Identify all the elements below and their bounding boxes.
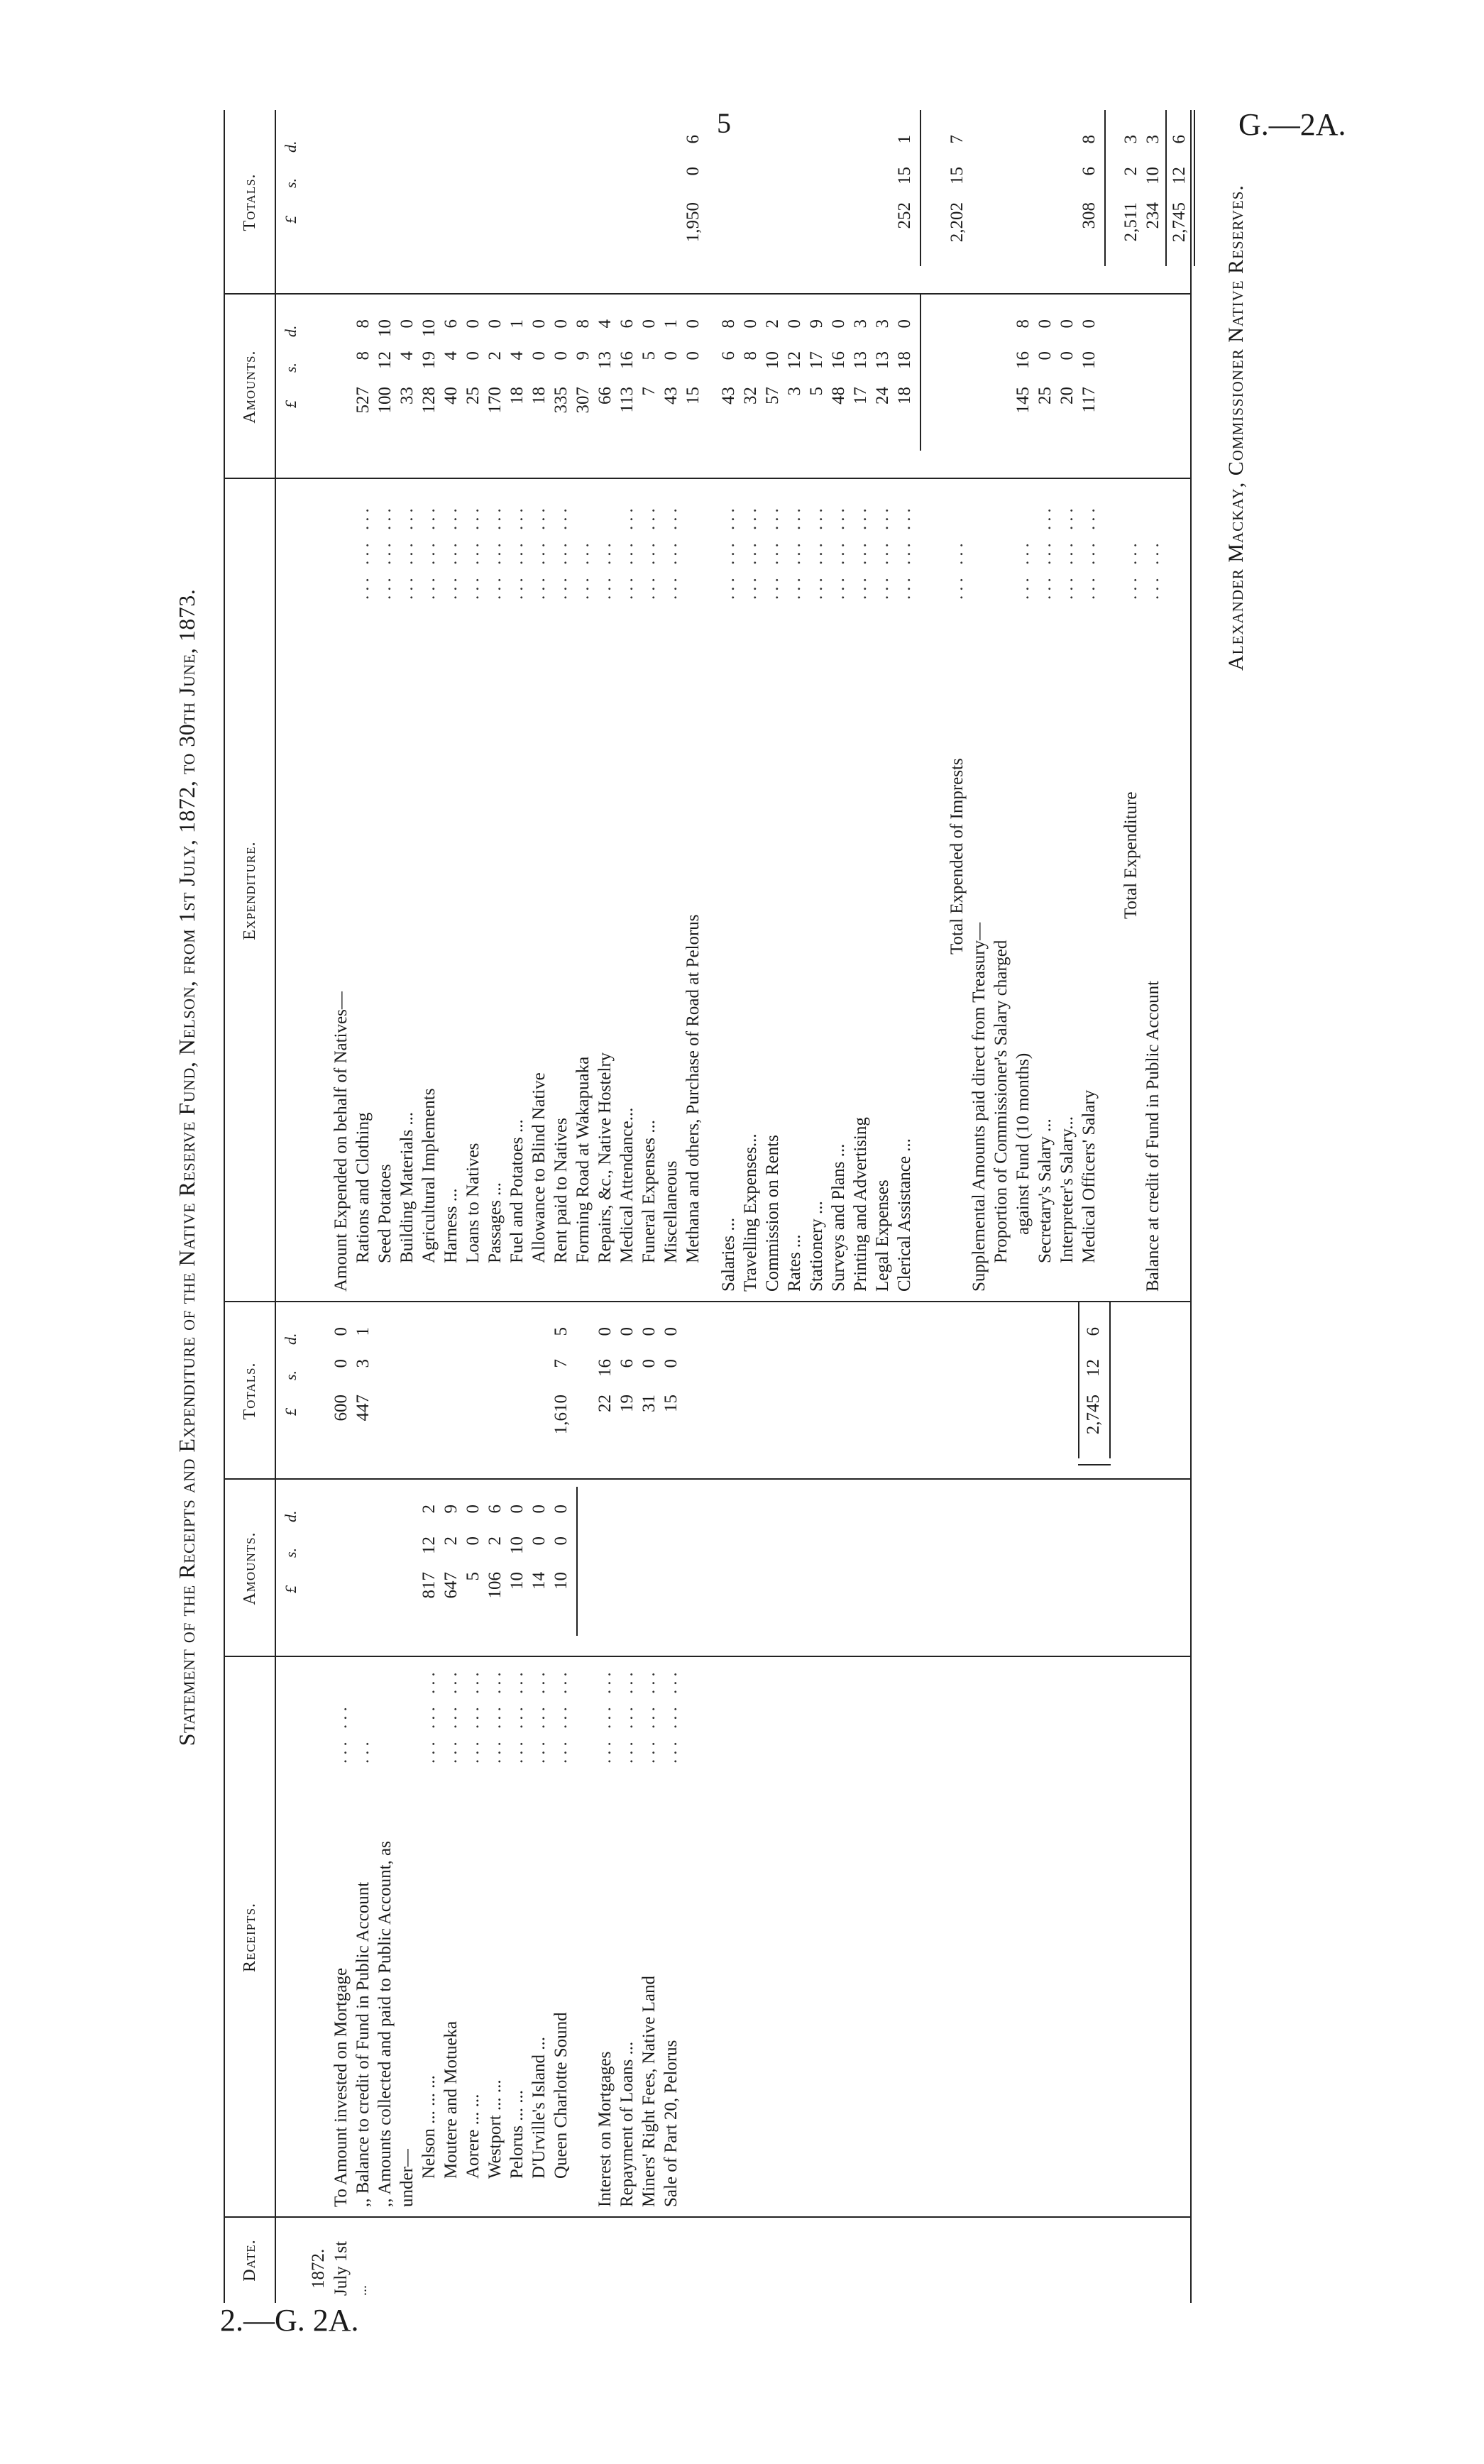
exp-item-dots: ... ... — [595, 539, 615, 600]
exp-item-dots: ... ... ... — [441, 504, 461, 600]
exp-item-amount-pounds: 15 — [683, 387, 703, 405]
receipt-item: Pelorus ... ... — [507, 2090, 527, 2179]
imprests-total-pence: 7 — [947, 135, 967, 144]
receipt-totals-header: Totals. — [225, 1302, 276, 1480]
exp-admin-amount-shillings: 8 — [740, 351, 760, 361]
exp-admin-amount-pounds: 18 — [894, 387, 914, 405]
receipt-subtotal-shillings: 7 — [551, 1359, 571, 1368]
exp-item: Loans to Natives — [463, 1143, 483, 1263]
supplemental-total-pence: 8 — [1079, 135, 1099, 144]
exp-admin: Printing and Advertising — [850, 1117, 870, 1292]
receipt-item-amount-shillings: 2 — [485, 1536, 505, 1546]
receipt-item-amount-pence: 2 — [419, 1505, 439, 1514]
exp-item-amount-pounds: 527 — [353, 387, 373, 414]
balance-pence: 3 — [1143, 135, 1163, 144]
total-exp-dots: ... ... — [1121, 539, 1141, 600]
page-number: 5 — [717, 107, 731, 139]
exp-admin-dots: ... ... ... — [784, 504, 804, 600]
exp-admin-dots: ... ... ... — [740, 504, 760, 600]
exp-amounts-unit-s: s. — [282, 362, 299, 373]
receipt-item: Nelson ... ... ... — [419, 2075, 439, 2179]
receipt-line-dots: ... — [353, 1737, 373, 1764]
supplemental-amount-shillings: 0 — [1035, 351, 1055, 361]
exp-item-amount-shillings: 19 — [419, 351, 439, 369]
imprests-dots: ... ... — [947, 539, 967, 600]
exp-grand-rule-bottom — [1194, 110, 1195, 266]
exp-item-dots: ... ... ... — [353, 504, 373, 600]
exp-item-amount-shillings: 4 — [507, 351, 527, 361]
exp-totals-unit-d: d. — [282, 141, 299, 153]
supplemental-amount-shillings: 10 — [1079, 351, 1099, 369]
exp-item: Fuel and Potatoes ... — [507, 1119, 527, 1263]
exp-admin-amount-shillings: 12 — [784, 351, 804, 369]
exp-admin: Stationery ... — [806, 1201, 826, 1292]
exp-item-dots: ... ... ... — [419, 504, 439, 600]
exp-item-amount-shillings: 9 — [573, 351, 593, 361]
exp-item-amount-pounds: 40 — [441, 387, 461, 405]
receipt-other-total-pence: 0 — [595, 1327, 615, 1336]
receipt-item: Queen Charlotte Sound — [551, 2012, 571, 2179]
receipt-other-total-pence: 0 — [617, 1327, 637, 1336]
receipt-item-amount-shillings: 0 — [551, 1536, 571, 1546]
receipt-total-rule-top — [1078, 1302, 1079, 1458]
supplemental-amount-pounds: 20 — [1057, 387, 1077, 405]
exp-admin-amount-pounds: 57 — [762, 387, 782, 405]
exp-admin-amount-pence: 0 — [784, 319, 804, 329]
statement-title: Statement of the Receipts and Expenditure of the Native Reserve Fund, Nelson, from 1st July, 1872, to 30th June, 1873. — [174, 588, 199, 1747]
exp-item-amount-pounds: 25 — [463, 387, 483, 405]
exp-item-amount-pence: 8 — [573, 319, 593, 329]
exp-item-amount-pence: 0 — [551, 319, 571, 329]
exp-admin-amount-shillings: 10 — [762, 351, 782, 369]
exp-admin: Salaries ... — [718, 1217, 738, 1292]
receipt-line-dots: ... ... — [331, 1703, 351, 1764]
exp-amounts-unit-l: £ — [282, 400, 299, 408]
receipt-grand-total-shillings: 12 — [1084, 1359, 1103, 1377]
imprests-total-shillings: 15 — [947, 167, 967, 185]
exp-admin-amount-pence: 0 — [894, 319, 914, 329]
exp-admin-amount-pounds: 48 — [828, 387, 848, 405]
exp-admin-amount-pence: 3 — [872, 319, 892, 329]
exp-item-amount-pounds: 18 — [529, 387, 549, 405]
exp-item-amount-pence: 1 — [661, 319, 681, 329]
receipt-item-dots: ... ... ... — [419, 1668, 439, 1764]
receipt-amounts-unit-d: d. — [282, 1510, 299, 1522]
receipt-item: D'Urville's Island ... — [529, 2037, 549, 2179]
receipt-line: under— — [397, 2149, 417, 2207]
exp-item-amount-shillings: 16 — [617, 351, 637, 369]
receipt-item-amount-pence: 0 — [529, 1505, 549, 1514]
exp-admin-total-rule — [920, 110, 921, 266]
exp-subtotal-pence: 6 — [683, 135, 703, 144]
exp-totals-unit-s: s. — [282, 177, 299, 188]
exp-admin-amount-shillings: 17 — [806, 351, 826, 369]
supplemental-dots: ... ... ... — [1057, 504, 1077, 600]
receipt-amounts-rule — [576, 1487, 578, 1636]
receipt-total-vrule — [1078, 1464, 1111, 1465]
exp-item-amount-pence: 0 — [683, 319, 703, 329]
exp-admin-amount-pounds: 5 — [806, 387, 826, 396]
exp-admin-dots: ... ... ... — [718, 504, 738, 600]
exp-grand-total-pence: 6 — [1169, 135, 1189, 144]
exp-admin-amount-pounds: 17 — [850, 387, 870, 405]
exp-admin-total-pence: 1 — [894, 135, 914, 144]
receipt-totals-unit-d: d. — [282, 1333, 299, 1345]
receipt-line: ,, Balance to credit of Fund in Public Account — [353, 1881, 373, 2207]
exp-item-dots: ... ... ... — [617, 504, 637, 600]
receipt-item: Aorere ... ... — [463, 2094, 483, 2179]
balance-label: Balance at credit of Fund in Public Account — [1143, 980, 1163, 1292]
exp-item-amount-shillings: 13 — [595, 351, 615, 369]
receipt-totals-unit-l: £ — [282, 1408, 299, 1416]
receipt-other-total-shillings: 16 — [595, 1359, 615, 1377]
receipt-item-amount-pounds: 10 — [551, 1572, 571, 1590]
receipt-other-total-pounds: 19 — [617, 1395, 637, 1412]
ledger-table — [224, 110, 1192, 2303]
exp-admin-amount-pounds: 43 — [718, 387, 738, 405]
supplemental-amount-shillings: 0 — [1057, 351, 1077, 361]
receipt-item-amount-pence: 9 — [441, 1505, 461, 1514]
supplemental-amount-pounds: 145 — [1013, 387, 1033, 414]
exp-item: Medical Attendance... — [617, 1107, 637, 1263]
exp-item-dots: ... ... ... — [661, 504, 681, 600]
statement-sheet — [174, 32, 1309, 2303]
supplemental-item: Secretary's Salary ... — [1035, 1118, 1055, 1263]
expenditure-totals-header: Totals. — [225, 110, 276, 295]
receipt-other-total-pounds: 22 — [595, 1395, 615, 1412]
exp-admin-total-pounds: 252 — [894, 202, 914, 229]
receipt-line: ,, Amounts collected and paid to Public Account, as — [375, 1841, 395, 2207]
exp-item-dots: ... ... ... — [397, 504, 417, 600]
exp-item-amount-pounds: 33 — [397, 387, 417, 405]
receipt-total-rule-bottom — [1109, 1302, 1111, 1458]
exp-admin-amount-shillings: 13 — [850, 351, 870, 369]
receipt-other-total-shillings: 6 — [617, 1359, 637, 1368]
exp-item-amount-pence: 8 — [353, 319, 373, 329]
receipt-total-pence: 1 — [353, 1327, 373, 1336]
supplemental-amount-shillings: 16 — [1013, 351, 1033, 369]
exp-item-amount-pounds: 66 — [595, 387, 615, 405]
exp-item: Seed Potatoes — [375, 1164, 395, 1263]
receipt-other-dots: ... ... ... — [639, 1668, 659, 1764]
supplemental-amount-pounds: 117 — [1079, 387, 1099, 413]
header-doc-ref: G.—2A. — [1238, 107, 1346, 142]
receipt-subtotal-pence: 5 — [551, 1327, 571, 1336]
exp-item-amount-shillings: 4 — [441, 351, 461, 361]
exp-admin: Legal Expenses — [872, 1179, 892, 1292]
balance-pounds: 234 — [1143, 202, 1163, 229]
receipt-item-dots: ... ... ... — [463, 1668, 483, 1764]
exp-admin-amount-shillings: 13 — [872, 351, 892, 369]
supplemental-item: Medical Officers' Salary — [1079, 1089, 1099, 1263]
exp-item: Harness ... — [441, 1188, 461, 1263]
supplemental-rule — [1104, 110, 1106, 266]
expenditure-amounts-header: Amounts. — [225, 295, 276, 479]
exp-admin-amount-pence: 9 — [806, 319, 826, 329]
exp-admin-dots: ... ... ... — [828, 504, 848, 600]
exp-item-amount-pounds: 307 — [573, 387, 593, 414]
exp-admin-dots: ... ... ... — [894, 504, 914, 600]
supplemental-dots: ... ... — [1013, 539, 1033, 600]
exp-grand-total-shillings: 12 — [1169, 167, 1189, 185]
exp-item: Funeral Expenses ... — [639, 1119, 659, 1263]
date-dots: ... — [354, 2285, 370, 2296]
receipt-other: Sale of Part 20, Pelorus — [661, 2040, 681, 2207]
exp-grand-rule-top — [1165, 110, 1167, 266]
exp-admin-total-shillings: 15 — [894, 167, 914, 185]
exp-item-dots: ... ... ... — [639, 504, 659, 600]
date-year: 1872. — [309, 2248, 328, 2289]
exp-item-amount-pounds: 100 — [375, 387, 395, 414]
exp-item: Methana and others, Purchase of Road at Pelorus — [683, 914, 703, 1263]
exp-item-dots: ... ... ... — [529, 504, 549, 600]
exp-item: Building Materials ... — [397, 1111, 417, 1263]
receipt-other-total-shillings: 0 — [639, 1359, 659, 1368]
exp-item: Rent paid to Natives — [551, 1118, 571, 1263]
total-exp-label: Total Expenditure — [1121, 791, 1141, 919]
footer-doc-ref: 2.—G. 2A. — [220, 2303, 359, 2338]
exp-item-amount-shillings: 0 — [463, 351, 483, 361]
signature: Alexander Mackay, Commissioner Native Reserves. — [1224, 185, 1248, 671]
receipt-item-amount-shillings: 0 — [463, 1536, 483, 1546]
supplemental-amount-pounds: 25 — [1035, 387, 1055, 405]
receipt-item-amount-pounds: 647 — [441, 1572, 461, 1599]
supplemental-item: Proportion of Commissioner's Salary charged — [991, 940, 1011, 1263]
exp-admin-amount-pounds: 3 — [784, 387, 804, 396]
supplemental-item: against Fund (10 months) — [1013, 1052, 1033, 1235]
exp-item-dots: ... ... ... — [375, 504, 395, 600]
exp-admin-amount-pence: 0 — [828, 319, 848, 329]
receipt-item: Westport ... ... — [485, 2079, 505, 2179]
exp-item-amount-pence: 0 — [397, 319, 417, 329]
exp-item-dots: ... ... ... — [485, 504, 505, 600]
exp-item-amount-pence: 0 — [639, 319, 659, 329]
exp-admin-amount-pounds: 24 — [872, 387, 892, 405]
exp-admin-rule — [920, 295, 921, 451]
receipt-item-amount-pence: 0 — [551, 1505, 571, 1514]
exp-admin-amount-shillings: 18 — [894, 351, 914, 369]
receipt-item-dots: ... ... ... — [507, 1668, 527, 1764]
receipt-item-dots: ... ... ... — [485, 1668, 505, 1764]
receipt-other-total-shillings: 0 — [661, 1359, 681, 1368]
balance-shillings: 10 — [1143, 167, 1163, 185]
exp-admin: Travelling Expenses... — [740, 1133, 760, 1292]
exp-item-dots: ... ... — [573, 539, 593, 600]
exp-item-amount-pounds: 18 — [507, 387, 527, 405]
receipt-totals-unit-s: s. — [282, 1370, 299, 1380]
exp-item-amount-shillings: 0 — [529, 351, 549, 361]
exp-subtotal-shillings: 0 — [683, 167, 703, 176]
exp-item-amount-pounds: 335 — [551, 387, 571, 414]
receipt-line: To Amount invested on Mortgage — [331, 1967, 351, 2207]
supplemental-heading: Supplemental Amounts paid direct from Treasury— — [969, 922, 989, 1292]
receipt-total-shillings: 3 — [353, 1359, 373, 1368]
exp-admin: Clerical Assistance ... — [894, 1138, 914, 1292]
exp-item-amount-shillings: 4 — [397, 351, 417, 361]
receipt-item-amount-shillings: 2 — [441, 1536, 461, 1546]
supplemental-amount-pence: 0 — [1057, 319, 1077, 329]
supplemental-total-pounds: 308 — [1079, 202, 1099, 229]
exp-item-amount-pence: 0 — [529, 319, 549, 329]
receipt-item-amount-pence: 0 — [507, 1505, 527, 1514]
receipt-other-dots: ... ... ... — [595, 1668, 615, 1764]
receipt-item-amount-pounds: 106 — [485, 1572, 505, 1599]
receipt-item: Moutere and Motueka — [441, 2020, 461, 2179]
exp-item-amount-pounds: 128 — [419, 387, 439, 414]
exp-item: Agricultural Implements — [419, 1088, 439, 1263]
exp-item-amount-shillings: 8 — [353, 351, 373, 361]
exp-admin-amount-pounds: 32 — [740, 387, 760, 405]
exp-item-amount-pence: 0 — [463, 319, 483, 329]
exp-item-amount-pounds: 7 — [639, 387, 659, 396]
receipt-other: Interest on Mortgages — [595, 2051, 615, 2207]
exp-item-dots: ... ... ... — [551, 504, 571, 600]
receipt-item-dots: ... ... ... — [441, 1668, 461, 1764]
receipt-subtotal-pounds: 1,610 — [551, 1395, 571, 1435]
receipt-item-amount-pence: 0 — [463, 1505, 483, 1514]
receipts-header: Receipts. — [225, 1657, 276, 2218]
exp-item-amount-pounds: 43 — [661, 387, 681, 405]
exp-admin-amount-pence: 0 — [740, 319, 760, 329]
receipt-other: Repayment of Loans ... — [617, 2041, 637, 2207]
exp-subtotal-pounds: 1,950 — [683, 202, 703, 243]
total-expenditure-pounds: 2,511 — [1121, 202, 1141, 242]
exp-item-dots: ... ... ... — [507, 504, 527, 600]
supplemental-amount-pence: 8 — [1013, 319, 1033, 329]
total-expenditure-pence: 3 — [1121, 135, 1141, 144]
exp-item-amount-pence: 6 — [617, 319, 637, 329]
receipt-other: Miners' Right Fees, Native Land — [639, 1976, 659, 2207]
receipt-item-amount-shillings: 10 — [507, 1536, 527, 1554]
exp-admin-dots: ... ... ... — [850, 504, 870, 600]
exp-item: Passages ... — [485, 1182, 505, 1263]
exp-item-amount-pence: 0 — [485, 319, 505, 329]
supplemental-amount-pence: 0 — [1079, 319, 1099, 329]
exp-admin-dots: ... ... ... — [762, 504, 782, 600]
receipt-grand-total-pence: 6 — [1084, 1327, 1103, 1336]
exp-item: Forming Road at Wakapuaka — [573, 1056, 593, 1263]
receipt-item-dots: ... ... ... — [529, 1668, 549, 1764]
exp-item-dots: ... ... ... — [463, 504, 483, 600]
receipt-other-total-pounds: 31 — [639, 1395, 659, 1412]
exp-item-amount-pence: 4 — [595, 319, 615, 329]
exp-admin-amount-shillings: 16 — [828, 351, 848, 369]
exp-item-amount-pence: 6 — [441, 319, 461, 329]
exp-item-amount-pence: 10 — [419, 319, 439, 337]
receipt-amounts-unit-s: s. — [282, 1547, 299, 1558]
exp-admin: Commission on Rents — [762, 1135, 782, 1292]
receipt-amounts-unit-l: £ — [282, 1585, 299, 1593]
exp-grand-total-pounds: 2,745 — [1169, 202, 1189, 243]
exp-item-amount-shillings: 0 — [683, 351, 703, 361]
receipt-amounts-header: Amounts. — [225, 1480, 276, 1657]
receipt-other-dots: ... ... ... — [661, 1668, 681, 1764]
expenditure-totals-column — [225, 110, 1190, 295]
receipt-item-amount-pence: 6 — [485, 1505, 505, 1514]
exp-admin-dots: ... ... ... — [872, 504, 892, 600]
exp-admin-amount-pence: 8 — [718, 319, 738, 329]
exp-admin: Surveys and Plans ... — [828, 1143, 848, 1292]
receipt-grand-total-pounds: 2,745 — [1084, 1395, 1103, 1435]
exp-item: Allowance to Blind Native — [529, 1072, 549, 1263]
receipt-item-amount-pounds: 10 — [507, 1572, 527, 1590]
exp-item-amount-pence: 1 — [507, 319, 527, 329]
exp-item-amount-pence: 10 — [375, 319, 395, 337]
receipt-other-total-pence: 0 — [661, 1327, 681, 1336]
exp-item-amount-pounds: 170 — [485, 387, 505, 414]
receipt-item-amount-pounds: 817 — [419, 1572, 439, 1599]
exp-item-amount-shillings: 0 — [551, 351, 571, 361]
exp-item-amount-shillings: 0 — [661, 351, 681, 361]
receipt-total-pounds: 447 — [353, 1395, 373, 1421]
receipt-item-amount-shillings: 0 — [529, 1536, 549, 1546]
exp-admin-amount-shillings: 6 — [718, 351, 738, 361]
receipt-item-amount-pounds: 5 — [463, 1572, 483, 1581]
exp-totals-unit-l: £ — [282, 216, 299, 224]
receipt-other-total-pounds: 15 — [661, 1395, 681, 1412]
receipt-item-dots: ... ... ... — [551, 1668, 571, 1764]
exp-item-amount-pounds: 113 — [617, 387, 637, 413]
balance-dots: ... ... — [1143, 539, 1163, 600]
imprests-total-pounds: 2,202 — [947, 202, 967, 243]
exp-item-amount-shillings: 2 — [485, 351, 505, 361]
receipt-other-dots: ... ... ... — [617, 1668, 637, 1764]
exp-admin-dots: ... ... ... — [806, 504, 826, 600]
receipt-amounts-column — [225, 1478, 1190, 1657]
exp-heading: Amount Expended on behalf of Natives— — [331, 991, 351, 1292]
exp-admin: Rates ... — [784, 1234, 804, 1292]
receipt-item-amount-pounds: 14 — [529, 1572, 549, 1590]
imprests-label: Total Expended of Imprests — [947, 758, 967, 955]
receipt-total-pence: 0 — [331, 1327, 351, 1336]
expenditure-header: Expenditure. — [225, 479, 276, 1302]
exp-admin-amount-pence: 3 — [850, 319, 870, 329]
receipt-item-amount-shillings: 12 — [419, 1536, 439, 1554]
receipt-other-total-pence: 0 — [639, 1327, 659, 1336]
exp-item: Miscellaneous — [661, 1160, 681, 1263]
total-expenditure-shillings: 2 — [1121, 167, 1141, 176]
supplemental-item: Interpreter's Salary... — [1057, 1116, 1077, 1263]
exp-amounts-unit-d: d. — [282, 325, 299, 337]
exp-item-amount-shillings: 5 — [639, 351, 659, 361]
supplemental-amount-pence: 0 — [1035, 319, 1055, 329]
receipt-total-pounds: 600 — [331, 1395, 351, 1421]
exp-item: Repairs, &c., Native Hostelry — [595, 1052, 615, 1263]
exp-admin-amount-pence: 2 — [762, 319, 782, 329]
date-header: Date. — [225, 2218, 276, 2303]
receipt-total-shillings: 0 — [331, 1359, 351, 1368]
exp-item: Rations and Clothing — [353, 1112, 373, 1263]
exp-item-amount-shillings: 12 — [375, 351, 395, 369]
date-day: July 1st — [331, 2240, 351, 2296]
supplemental-dots: ... ... ... — [1079, 504, 1099, 600]
supplemental-dots: ... ... ... — [1035, 504, 1055, 600]
supplemental-total-shillings: 6 — [1079, 167, 1099, 176]
